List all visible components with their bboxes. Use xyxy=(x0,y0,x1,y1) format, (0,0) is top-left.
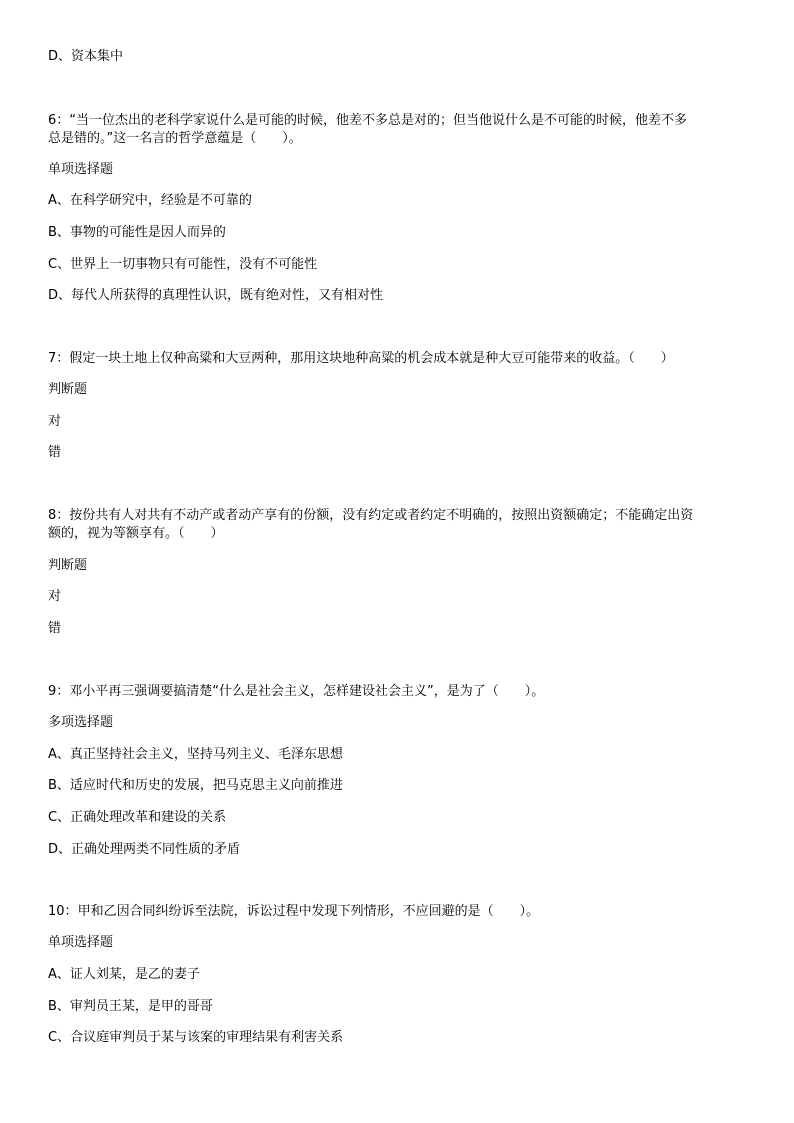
question-number: 8 ： xyxy=(48,508,69,523)
question-type: 判断题 xyxy=(48,382,88,397)
option-text: B、适应时代和历史的发展，把马克思主义向前推进 xyxy=(48,778,343,793)
question-type: 单项选择题 xyxy=(48,935,114,950)
option-text: 错 xyxy=(48,445,62,460)
question-text xyxy=(48,507,748,543)
option-text: 错 xyxy=(48,621,62,636)
option-text: A、在科学研究中，经验是不可靠的 xyxy=(48,193,252,208)
question-number: 10 ： xyxy=(48,904,78,919)
question-line: 邓小平再三强调要搞清楚“什么是社会主义，怎样建设社会主义”，是为了（ ）。 xyxy=(69,684,545,699)
question-number: 7 ： xyxy=(48,351,69,366)
option-text: A、证人刘某，是乙的妻子 xyxy=(48,967,200,982)
question-text xyxy=(48,903,748,921)
option-text: D、正确处理两类不同性质的矛盾 xyxy=(48,842,241,857)
option-text: D、资本集中 xyxy=(48,49,124,64)
option-text: C、合议庭审判员于某与该案的审理结果有利害关系 xyxy=(48,1030,344,1045)
option-text: C、世界上一切事物只有可能性，没有不可能性 xyxy=(48,257,318,272)
option-text: B、审判员王某，是甲的哥哥 xyxy=(48,999,213,1014)
question-type: 多项选择题 xyxy=(48,715,114,730)
question-line: 额的，视为等额享有。（ ） xyxy=(48,526,224,541)
option-text: D、每代人所获得的真理性认识，既有绝对性，又有相对性 xyxy=(48,288,384,303)
question-text xyxy=(48,683,748,701)
option-text: 对 xyxy=(48,589,62,604)
question-type: 判断题 xyxy=(48,558,88,573)
option-text: A、真正坚持社会主义，坚持马列主义、毛泽东思想 xyxy=(48,747,343,762)
question-line: “当一位杰出的老科学家说什么是可能的时候，他差不多总是对的；但当他说什么是不可能的时候，他差不多 xyxy=(69,113,688,128)
question-type: 单项选择题 xyxy=(48,162,114,177)
question-text xyxy=(48,350,748,368)
question-line: 总是错的。”这一名言的哲学意蕴是（ ）。 xyxy=(48,131,302,146)
question-line: 假定一块土地上仅种高粱和大豆两种，那用这块地种高粱的机会成本就是种大豆可能带来的收益。（ ） xyxy=(69,351,674,366)
question-number: 9 ： xyxy=(48,684,69,699)
question-line: 按份共有人对共有不动产或者动产享有的份额，没有约定或者约定不明确的，按照出资额确定；不能确定出资 xyxy=(69,508,694,523)
option-text: C、正确处理改革和建设的关系 xyxy=(48,810,227,825)
question-text xyxy=(48,112,748,148)
question-number: 6 ： xyxy=(48,113,69,128)
option-text: B、事物的可能性是因人而异的 xyxy=(48,225,226,240)
option-text: 对 xyxy=(48,414,62,429)
question-line: 甲和乙因合同纠纷诉至法院，诉讼过程中发现下列情形，不应回避的是（ ）。 xyxy=(77,904,540,919)
